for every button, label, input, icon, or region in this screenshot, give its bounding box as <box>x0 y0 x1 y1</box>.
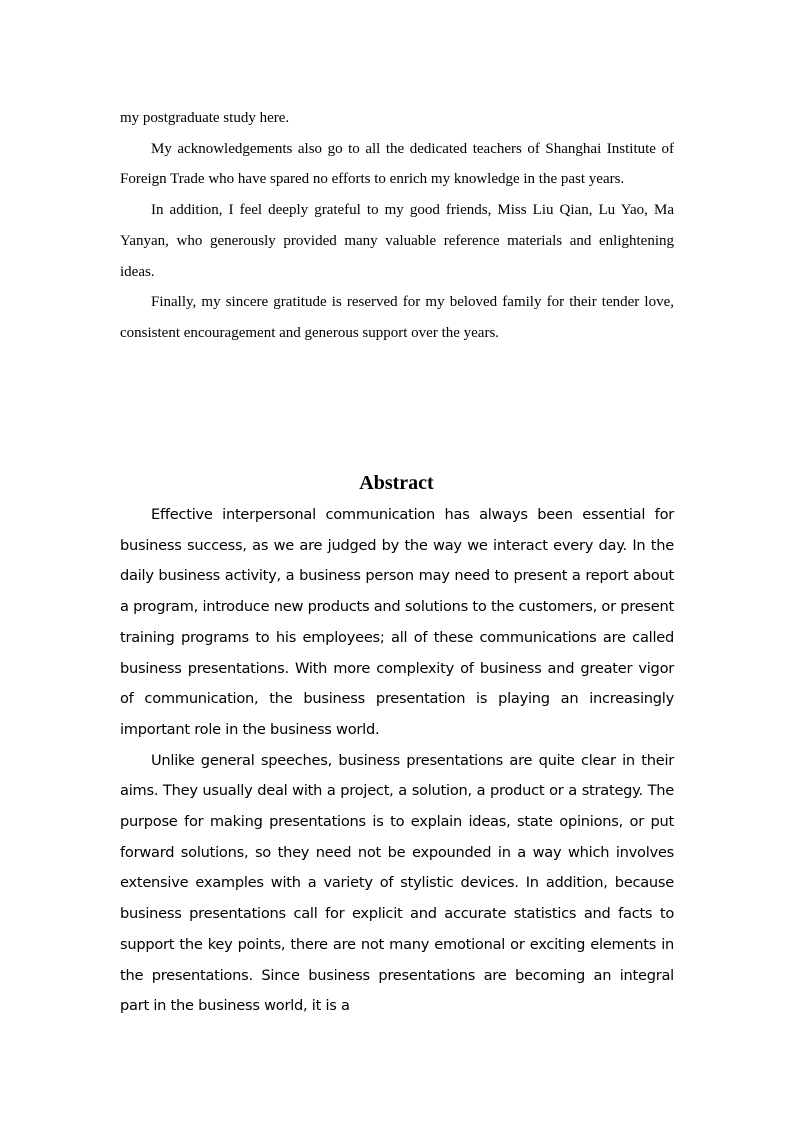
acknowledgements-paragraph: my postgraduate study here. <box>120 110 290 126</box>
acknowledgements-paragraph: Finally, my sincere gratitude is reserved for my beloved family for their tender love, consistent encouragement and generous support over the years. <box>120 294 674 341</box>
acknowledgements-paragraph: In addition, I feel deeply grateful to my good friends, Miss Liu Qian, Lu Yao, Ma Yanyan, who generously provided many valuable reference materials and enlightening ideas. <box>120 202 674 280</box>
abstract-section <box>120 500 674 1022</box>
acknowledgements-section <box>120 103 674 349</box>
abstract-paragraph: Unlike general speeches, business presentations are quite clear in their aims. They usually deal with a project, a solution, a product or a strategy. The purpose for making presentations is to explain ideas, state opinions, or put forward solutions, so they need not be expounded in a way which involves extensive examples with a variety of stylistic devices. In addition, because business presentations call for explicit and accurate statistics and facts to support the key points, there are not many emotional or exciting elements in the presentations. Since business presentations are becoming an integral part in the business world, it is a <box>120 751 674 1015</box>
acknowledgements-paragraph: My acknowledgements also go to all the dedicated teachers of Shanghai Institute of Foreign Trade who have spared no efforts to enrich my knowledge in the past years. <box>120 140 674 188</box>
abstract-paragraph: Effective interpersonal communication has always been essential for business success, as we are judged by the way we interact every day. In the daily business activity, a business person may need to present a report about a program, introduce new products and solutions to the customers, or present training programs to his employees; all of these communications are called business presentations. With more complexity of business and greater vigor of communication, the business presentation is playing an increasingly important role in the business world. <box>120 506 674 738</box>
abstract-heading: Abstract <box>359 472 434 494</box>
